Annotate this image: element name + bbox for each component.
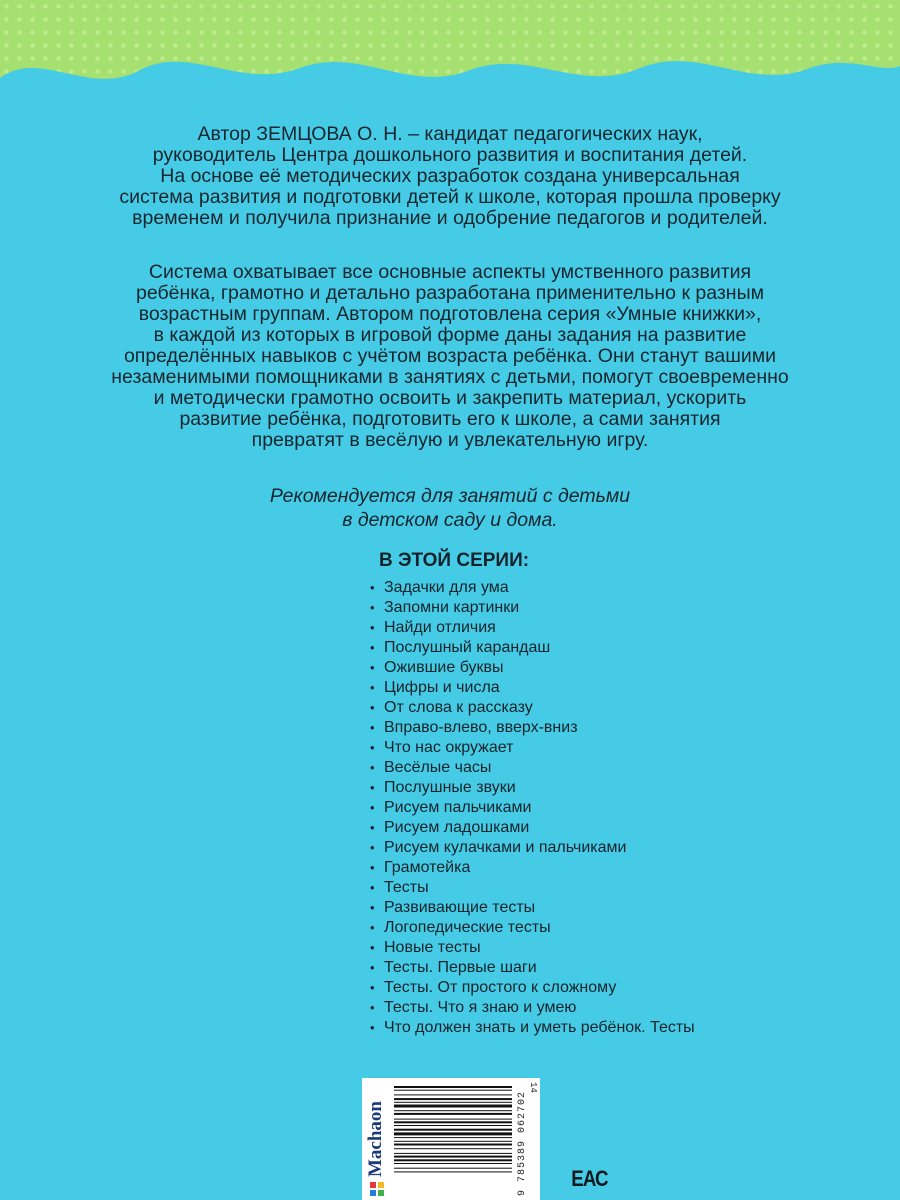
series-item: • Рисуем ладошками bbox=[370, 818, 695, 838]
series-item: • Послушные звуки bbox=[370, 778, 695, 798]
series-item: • Ожившие буквы bbox=[370, 658, 695, 678]
barcode-panel bbox=[362, 1078, 540, 1200]
series-item: • Вправо-влево, вверх-вниз bbox=[370, 718, 695, 738]
isbn-digits: 9 785389 062702 bbox=[517, 1090, 528, 1196]
text-line: ребёнка, грамотно и детально разработана применительно к разным bbox=[135, 282, 764, 304]
series-item: • От слова к рассказу bbox=[370, 698, 695, 718]
text-line: руководитель Центра дошкольного развития и воспитания детей. bbox=[152, 144, 748, 166]
price-code: 14 bbox=[528, 1082, 538, 1093]
series-item: • Тесты. Что я знаю и умею bbox=[370, 998, 695, 1018]
series-item: • Что нас окружает bbox=[370, 738, 695, 758]
series-item: • Новые тесты bbox=[370, 938, 695, 958]
barcode-bars bbox=[394, 1084, 514, 1196]
author-paragraph bbox=[90, 124, 810, 229]
series-item: • Грамотейка bbox=[370, 858, 695, 878]
text-line: возрастным группам. Автором подготовлена серия «Умные книжки», bbox=[138, 303, 762, 325]
text-line: Система охватывает все основные аспекты умственного развития bbox=[148, 261, 752, 283]
series-item: • Тесты. От простого к сложному bbox=[370, 978, 695, 998]
publisher-name: Machaon bbox=[365, 1101, 386, 1177]
text-line: в каждой из которых в игровой форме даны задания на развитие bbox=[153, 324, 747, 346]
text-line: развитие ребёнка, подготовить его к школе, а сами занятия bbox=[179, 408, 721, 430]
series-item: • Запомни картинки bbox=[370, 598, 695, 618]
text-line: временем и получила признание и одобрение педагогов и родителей. bbox=[132, 207, 768, 229]
series-item: • Тесты bbox=[370, 878, 695, 898]
series-item: • Цифры и числа bbox=[370, 678, 695, 698]
series-item: • Послушный карандаш bbox=[370, 638, 695, 658]
series-item: • Задачки для ума bbox=[370, 578, 695, 598]
series-item: • Найди отличия bbox=[370, 618, 695, 638]
series-item: • Весёлые часы bbox=[370, 758, 695, 778]
text-line: в детском саду и дома. bbox=[342, 509, 558, 531]
series-heading: В ЭТОЙ СЕРИИ: bbox=[379, 550, 530, 571]
text-line: превратят в весёлую и увлекательную игру. bbox=[251, 429, 649, 451]
series-item: • Что должен знать и уметь ребёнок. Тесты bbox=[370, 1018, 695, 1038]
series-item: • Тесты. Первые шаги bbox=[370, 958, 695, 978]
publisher-mark-icon bbox=[370, 1182, 384, 1196]
series-item: • Рисуем кулачками и пальчиками bbox=[370, 838, 695, 858]
recommendation-text bbox=[90, 484, 810, 532]
eac-certification-mark: ЕАС bbox=[571, 1166, 608, 1191]
text-line: и методически грамотно освоить и закрепить материал, ускорить bbox=[153, 387, 747, 409]
series-item: • Рисуем пальчиками bbox=[370, 798, 695, 818]
series-list bbox=[370, 578, 695, 1038]
publisher-logo bbox=[364, 1080, 388, 1198]
series-item: • Логопедические тесты bbox=[370, 918, 695, 938]
text-line: незаменимыми помощниками в занятиях с детьми, помогут своевременно bbox=[111, 366, 789, 388]
text-line: Рекомендуется для занятий с детьми bbox=[269, 485, 631, 507]
text-line: система развития и подготовки детей к школе, которая прошла проверку bbox=[119, 186, 781, 208]
system-paragraph bbox=[90, 262, 810, 451]
text-line: определённых навыков с учётом возраста ребёнка. Они станут вашими bbox=[123, 345, 777, 367]
wave-edge bbox=[0, 38, 900, 98]
series-item: • Развивающие тесты bbox=[370, 898, 695, 918]
text-line: Автор ЗЕМЦОВА О. Н. – кандидат педагогических наук, bbox=[197, 123, 703, 145]
text-line: На основе её методических разработок создана универсальная bbox=[160, 165, 740, 187]
